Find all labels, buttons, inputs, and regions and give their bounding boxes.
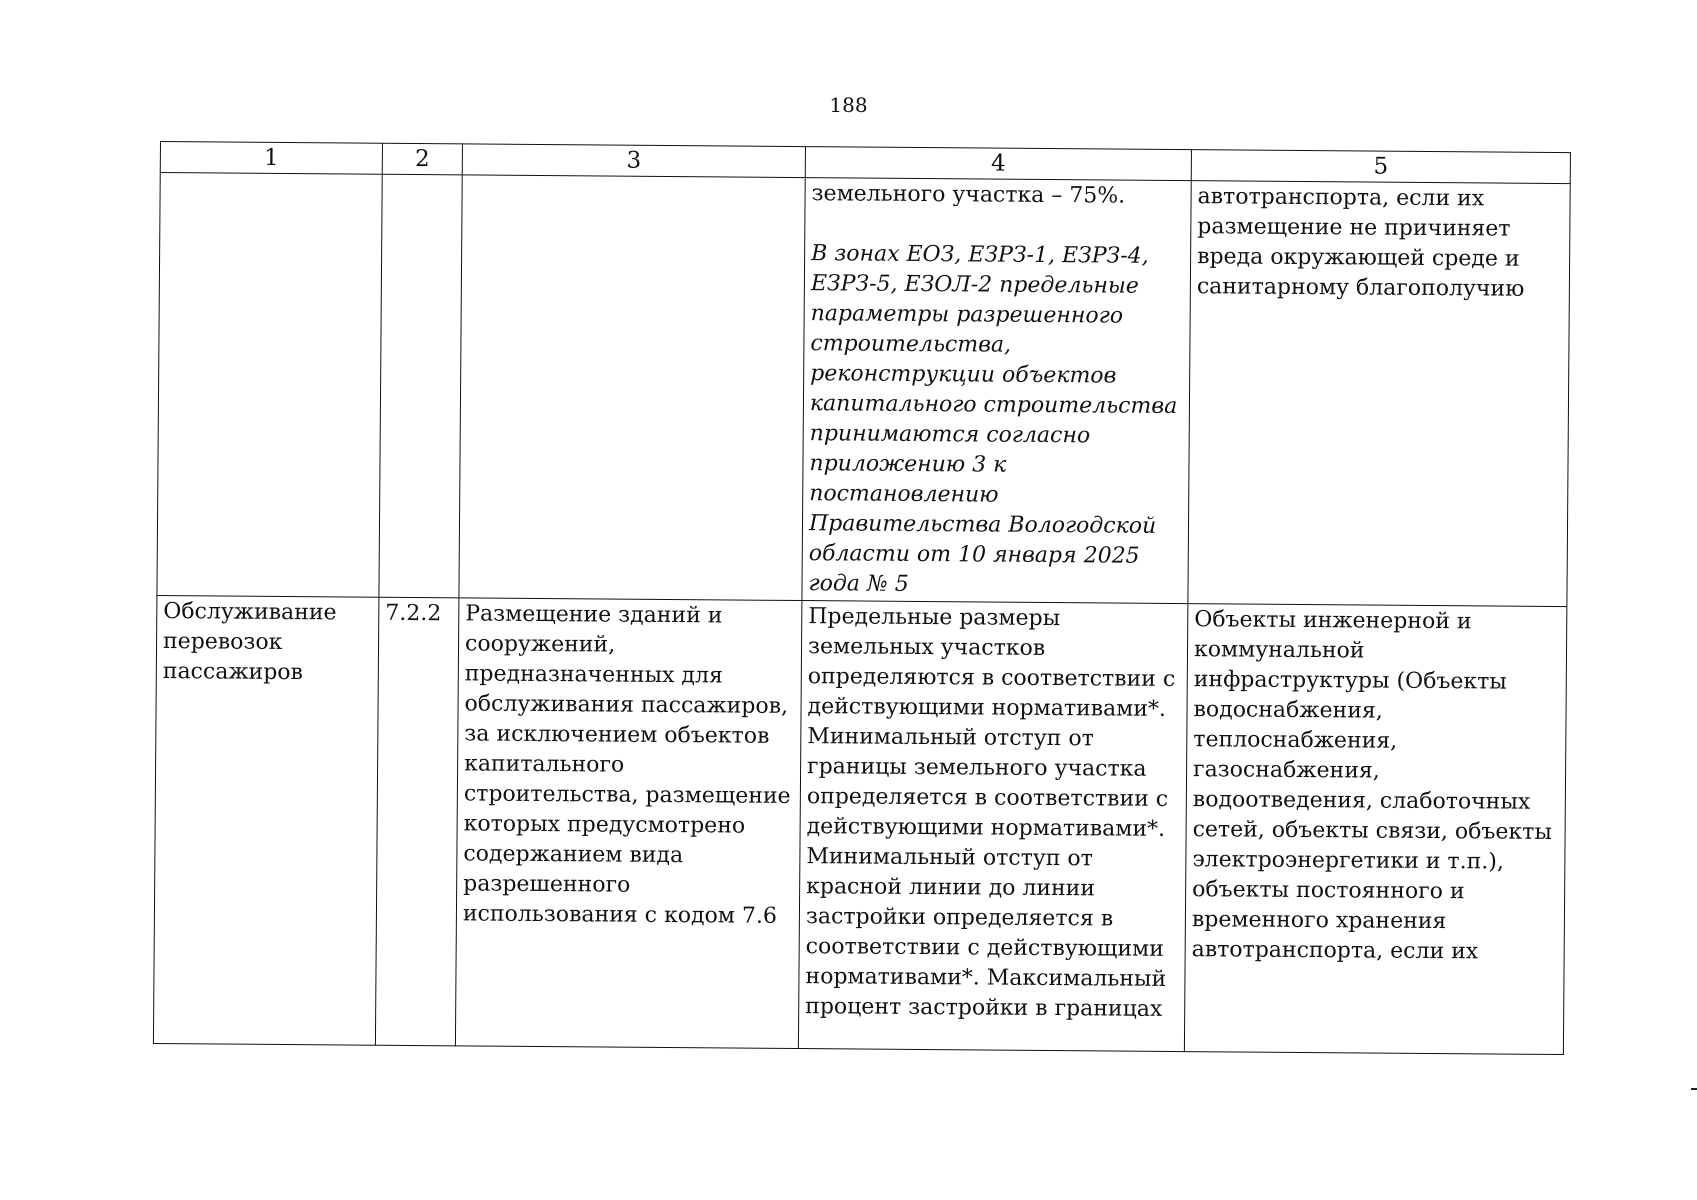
column-header-4: 4 xyxy=(805,147,1191,181)
column-header-3: 3 xyxy=(462,144,805,178)
table-row xyxy=(153,595,1566,1054)
zone-parameters-note: В зонах ЕОЗ, ЕЗРЗ-1, ЕЗРЗ-4, ЕЗРЗ-5, ЕЗОЛ-2 предельные параметры разрешенного строительства, реконструкции объектов капитального строительства принимаются согласно приложению 3 к постановлению Правительства Вологодской области от 10 января 2025 года № 5 xyxy=(808,241,1178,597)
cell-description: Размещение зданий и сооружений, предназначенных для обслуживания пассажиров, за исключением объектов капитального строительства, размещение которых предусмотрено содержанием вида разрешенного использования с кодом 7.6 xyxy=(455,598,802,1049)
cell-use-type: Обслуживание перевозок пассажиров xyxy=(153,595,379,1045)
parameters-text: земельного участка – 75%. xyxy=(811,181,1126,209)
column-header-5: 5 xyxy=(1191,150,1570,184)
cell-code: 7.2.2 xyxy=(375,597,459,1046)
cell-parameters: Предельные размеры земельных участков определяются в соответствии с действующими нормативами*. Минимальный отступ от границы земельного участка определяется в соответствии с действующими нормативами*. Минимальный отступ от красной линии до линии застройки определяется в соответствии с действующими нормативами*. Максимальный процент застройки в границах xyxy=(798,601,1188,1052)
cell-auxiliary-uses: Объекты инженерной и коммунальной инфраструктуры (Объекты водоснабжения, теплоснабжения, газоснабжения, водоотведения, слаботочных сетей, объекты связи, объекты электроэнергетики и т.п.), объекты постоянного и временного хранения автотранспорта, если их xyxy=(1184,604,1567,1055)
page-number: 188 xyxy=(829,93,868,117)
column-header-1: 1 xyxy=(160,142,382,175)
table-row-continuation xyxy=(157,173,1570,607)
zoning-table xyxy=(153,141,1571,1055)
cell-parameters xyxy=(802,178,1191,604)
cell-code xyxy=(379,174,462,598)
column-header-2: 2 xyxy=(382,143,462,175)
cell-description xyxy=(459,175,805,601)
scan-edge-mark xyxy=(1691,1088,1697,1090)
cell-use-type xyxy=(157,173,382,598)
cell-auxiliary-uses: автотранспорта, если их размещение не причиняет вреда окружающей среде и санитарному благополучию xyxy=(1188,181,1570,607)
